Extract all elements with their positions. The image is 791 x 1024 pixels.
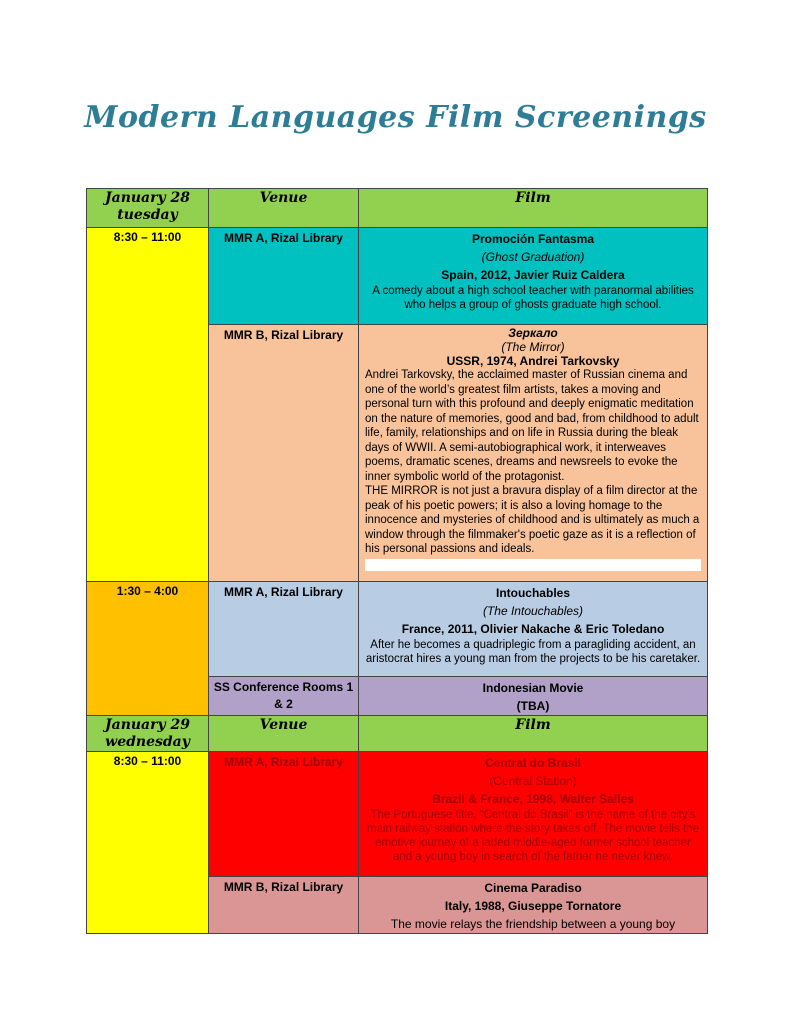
- venue-header: Venue: [209, 189, 359, 228]
- divider: [365, 559, 701, 571]
- day-weekday: wednesday: [105, 734, 190, 750]
- film-subtitle: (Ghost Graduation): [481, 250, 585, 264]
- film-header: Film: [359, 189, 708, 228]
- screening-row: [87, 228, 708, 325]
- film-cell: [359, 677, 708, 716]
- film-cell: [359, 228, 708, 325]
- film-subtitle: (TBA): [516, 699, 550, 713]
- film-cell: [359, 752, 708, 877]
- film-info: Spain, 2012, Javier Ruiz Caldera: [441, 268, 625, 282]
- day-header-row: [87, 189, 708, 228]
- film-title: Promoción Fantasma: [471, 232, 595, 246]
- time-slot: 1:30 – 4:00: [87, 582, 209, 716]
- film-title: Cinema Paradiso: [484, 881, 582, 895]
- film-title: Central do Brasil: [484, 756, 582, 770]
- venue-cell: MMR A, Rizal Library: [209, 582, 359, 677]
- venue-cell: MMR B, Rizal Library: [209, 325, 359, 582]
- film-description-2: THE MIRROR is not just a bravura display of a film director at the peak of his poetic powers; it is also a loving homage to the innocence and mysteries of childhood and is ultimately as much a window through the filmmaker's poetic gaze as it is a reflection of his personal passions and ideals.: [365, 485, 700, 555]
- film-description: After he becomes a quadriplegic from a paragliding accident, an aristocrat hires a young man from the projects to be his caretaker.: [365, 639, 701, 665]
- film-cell: [359, 877, 708, 934]
- film-info: Italy, 1988, Giuseppe Tornatore: [444, 899, 622, 913]
- day-weekday: tuesday: [117, 207, 178, 223]
- film-description: A comedy about a high school teacher with paranormal abilities who helps a group of ghosts graduate high school.: [372, 285, 694, 311]
- film-title: Зеркало: [508, 326, 558, 340]
- day-date: January 29: [105, 717, 190, 733]
- screening-row: [87, 582, 708, 677]
- schedule-table: [86, 188, 708, 934]
- day-date: January 28: [105, 190, 190, 206]
- venue-cell: MMR A, Rizal Library: [209, 752, 359, 877]
- film-description: The Portuguese title, “Central do Brasil” is the name of the city’s main railway station where the story takes off. The movie tells the emotive journey of a jaded middle-aged former school teacher and a young boy in search of the father he never knew.: [367, 809, 699, 863]
- venue-cell: MMR B, Rizal Library: [209, 877, 359, 934]
- film-title: Indonesian Movie: [482, 681, 584, 695]
- film-cell: [359, 582, 708, 677]
- film-description: Andrei Tarkovsky, the acclaimed master of Russian cinema and one of the world’s greatest film artists, takes a moving and personal turn with this profound and deeply enigmatic meditation on the nature of memories, good and bad, from childhood to adult life, family, relationships and on life in Russia during the bleak days of WWII. A semi-autobiographical work, it interweaves poems, dramatic scenes, dreams and newsreels to evoke the inner symbolic world of the protagonist.: [365, 369, 699, 483]
- venue-cell: MMR A, Rizal Library: [209, 228, 359, 325]
- page-title: Modern Languages Film Screenings: [84, 100, 707, 135]
- venue-header: Venue: [209, 716, 359, 752]
- time-slot: 8:30 – 11:00: [87, 752, 209, 934]
- film-subtitle: (Central Station): [489, 774, 577, 788]
- film-info: USSR, 1974, Andrei Tarkovsky: [446, 354, 620, 368]
- film-subtitle: (The Mirror): [501, 340, 565, 354]
- film-info: France, 2011, Olivier Nakache & Eric Toledano: [401, 622, 665, 636]
- day-header-date: [87, 716, 209, 752]
- day-header-row: [87, 716, 708, 752]
- time-slot: 8:30 – 11:00: [87, 228, 209, 582]
- screening-row: [87, 752, 708, 877]
- film-title: Intouchables: [495, 586, 570, 600]
- day-header-date: [87, 189, 209, 228]
- film-subtitle: (The Intouchables): [482, 604, 584, 618]
- film-header: Film: [359, 716, 708, 752]
- film-cell: [359, 325, 708, 582]
- film-info: Brazil & France, 1998, Walter Salles: [432, 792, 634, 806]
- venue-cell: SS Conference Rooms 1 & 2: [209, 677, 359, 716]
- film-description: The movie relays the friendship between a young boy: [390, 917, 676, 931]
